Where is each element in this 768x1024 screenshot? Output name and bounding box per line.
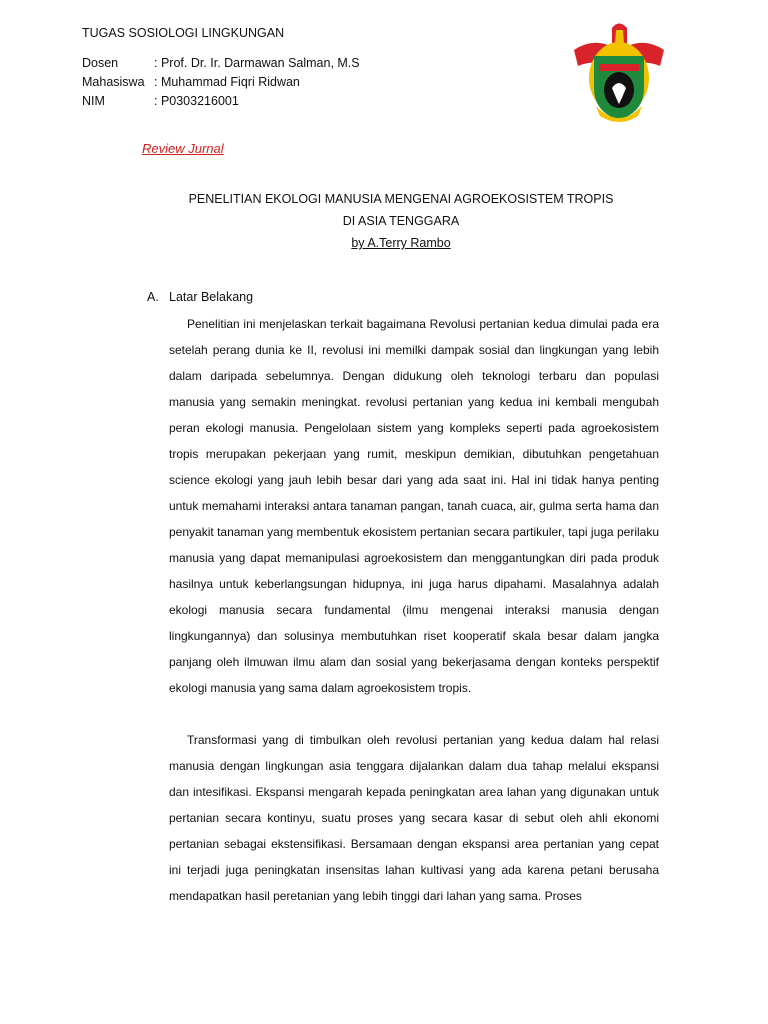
- assignment-title: TUGAS SOSIOLOGI LINGKUNGAN: [82, 26, 285, 40]
- mahasiswa-label: Mahasiswa: [82, 75, 145, 89]
- section-heading: [147, 290, 253, 304]
- dosen-label: Dosen: [82, 56, 119, 70]
- document-title-line2: DI ASIA TENGGARA: [342, 214, 460, 228]
- mahasiswa-row: [82, 73, 300, 92]
- document-title-line1: PENELITIAN EKOLOGI MANUSIA MENGENAI AGROEKOSISTEM TROPIS: [188, 192, 614, 206]
- dosen-value: : Prof. Dr. Ir. Darmawan Salman, M.S: [154, 56, 360, 70]
- review-label: Review Jurnal: [142, 141, 224, 156]
- byline-text: by A.Terry Rambo: [351, 236, 451, 250]
- nim-value: : P0303216001: [154, 94, 239, 108]
- university-emblem-icon: [572, 20, 666, 126]
- section-title: Latar Belakang: [169, 290, 254, 304]
- section-number: A.: [147, 290, 159, 304]
- paragraph-2: Transformasi yang di timbulkan oleh revolusi pertanian yang kedua dalam hal relasi manusia dengan lingkungan asia tenggara dijalankan dalam dua tahap melalui ekspansi dan intesifikasi. Ekspansi mengarah kepada peningkatan area lahan yang digunakan untuk pertanian secara kontinyu, suatu proses yang secara kasar di sebut oleh ahli ekonomi pertanian sebagai ekstensifikasi. Bersamaan dengan ekspansi area pertanian yang cepat ini terjadi juga peningkatan insensitas lahan kultivasi yang ada karena petani berusaha mendapatkan hasil peretanian yang lebih tinggi dari lahan yang sama. Proses: [169, 733, 659, 903]
- document-byline: [0, 236, 768, 250]
- paragraph-1: Penelitian ini menjelaskan terkait bagaimana Revolusi pertanian kedua dimulai pada era setelah perang dunia ke II, revolusi ini memilki dampak sosial dan lingkungan yang lebih dalam daripada sebelumnya. Dengan didukung oleh teknologi terbaru dan populasi manusia yang semakin meningkat. revolusi pertanian yang kedua ini kembali mengubah peran ekologi manusia. Pengelolaan sistem yang kompleks seperti pada agroekosistem tropis merupakan pekerjaan yang rumit, meskipun demikian, dibutuhkan pengetahuan science ekologi yang jauh lebih besar dari yang ada saat ini. Hal ini tidak hanya penting untuk memahami interaksi antara tanaman pangan, tanah cuaca, air, gulma serta hama dan penyakit tanaman yang membentuk ekosistem pertanian secara partikuler, tapi juga perilaku manusia yang dapat memanipulasi agroekosistem dan menggantungkan diri pada produk hasilnya untuk keberlangsungan hidupnya, ini juga harus dipahami. Masalahnya adalah ekologi manusia secara fundamental (ilmu mengenai interaksi manusia dengan lingkungannya) dan solusinya membutuhkan riset kooperatif skala besar dalam jangka panjang oleh ilmuwan ilmu alam dan sosial yang bekerjasama dengan konteks perspektif ekologi manusia yang sama dalam agroekosistem tropis.: [169, 317, 659, 695]
- mahasiswa-value: : Muhammad Fiqri Ridwan: [154, 75, 300, 89]
- nim-row: [82, 92, 239, 111]
- nim-label: NIM: [82, 94, 105, 108]
- dosen-row: [82, 54, 360, 73]
